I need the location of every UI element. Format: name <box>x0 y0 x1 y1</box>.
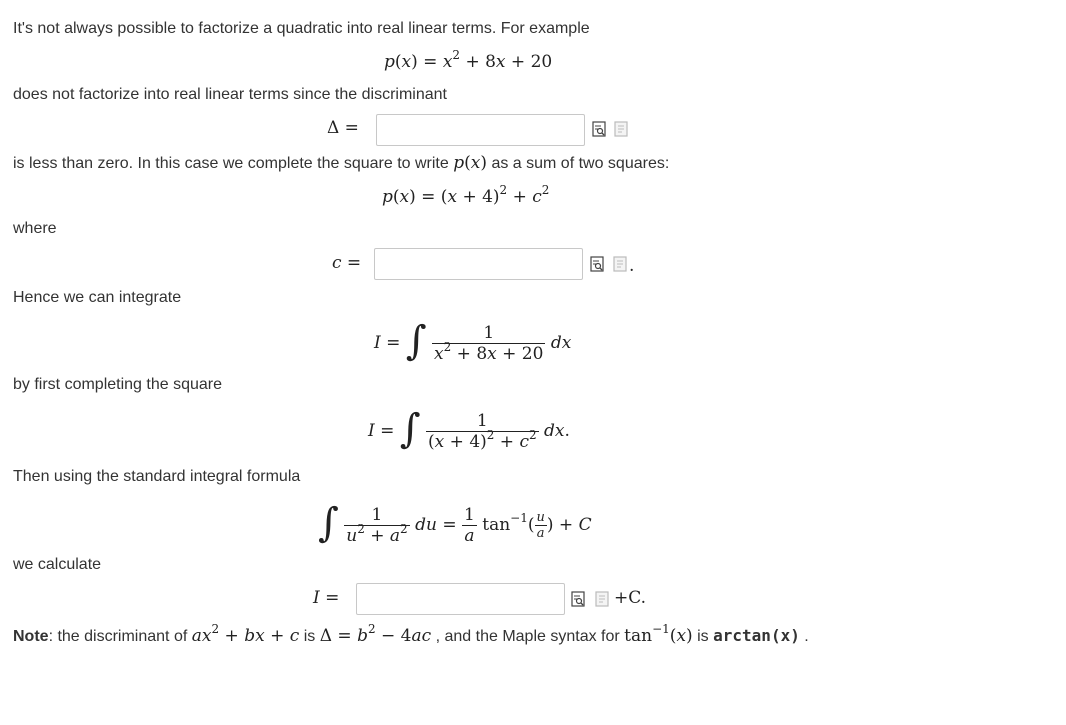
by-first-text: by first completing the square <box>13 376 222 393</box>
delta-input[interactable] <box>376 114 585 146</box>
note-label: Note <box>13 628 49 645</box>
then-using-text: Then using the standard integral formula <box>13 468 301 485</box>
arctan-code: arctan(x) <box>713 626 800 645</box>
preview-icon[interactable] <box>590 256 604 272</box>
completed-square-formula: $p(x) = (x + 4)^2 + c^2$ <box>382 183 550 207</box>
hence-text: Hence we can integrate <box>13 289 182 306</box>
I-label: I = <box>313 588 340 608</box>
c-input[interactable] <box>374 248 583 280</box>
integral-1: I = ∫ $\frac{1}{x^2 + 8x + 20}$ dx <box>374 318 572 364</box>
integral-2: I = ∫ $\frac{1}{(x + 4)^2 + c^2}$ dx. <box>368 406 570 452</box>
px-inline: p <box>453 153 465 173</box>
c-label: c = <box>332 253 362 273</box>
standard-integral-formula: ∫ $\frac{1}{u^2 + a^2}$ du = $\frac{1}{a}$ $\tan^{-1}$( $\frac{u}{a}$ ) + C <box>318 500 592 546</box>
we-calculate-text: we calculate <box>13 556 102 573</box>
help-icon[interactable] <box>614 121 628 137</box>
delta-label: Δ = <box>327 118 359 138</box>
example-polynomial: $p(x) = x^2 + 8x + 20$ <box>384 48 553 72</box>
help-icon[interactable] <box>595 591 609 607</box>
preview-icon[interactable] <box>571 591 585 607</box>
period: . <box>629 256 635 276</box>
where-text: where <box>13 220 57 237</box>
preview-icon[interactable] <box>592 121 606 137</box>
intro-text: It's not always possible to factorize a quadratic into real linear terms. For example <box>13 20 590 37</box>
note-text: Note: the discriminant of $ax^2$ + bx + c is $\Delta = b^2 - 4ac$ , and the Maple syntax for $\tan^{-1}(x)$ is arctan(x) . <box>13 622 809 646</box>
not-factorize-text: does not factorize into real linear terms since the discriminant <box>13 86 447 103</box>
help-icon[interactable] <box>613 256 627 272</box>
I-input[interactable] <box>356 583 565 615</box>
plus-c-text: +C. <box>614 588 647 608</box>
less-than-zero-text: is less than zero. In this case we complete the square to write p(x) as a sum of two squares: <box>13 153 670 173</box>
